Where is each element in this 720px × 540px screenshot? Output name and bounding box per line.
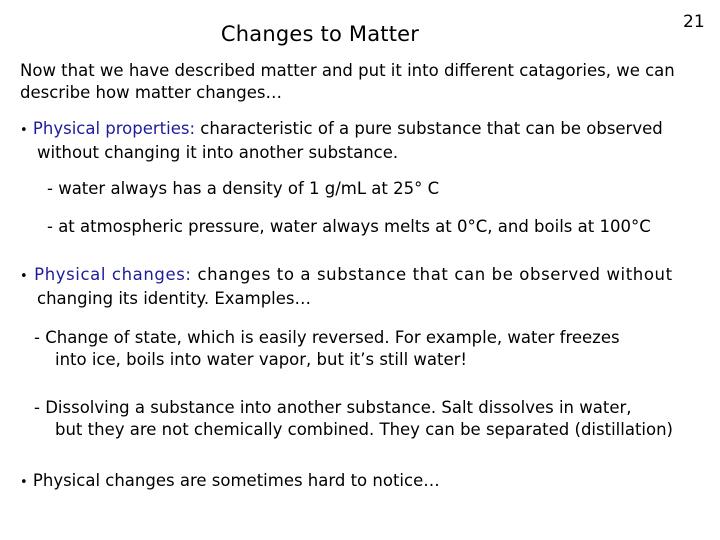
change-example-state-rest: For example, water freezes [389, 328, 620, 347]
bullet-icon: • [20, 269, 29, 284]
closing-text: Physical changes are sometimes hard to notice… [27, 471, 440, 490]
physical-properties-definition: characteristic of a pure substance that can be observed [195, 119, 663, 138]
page-number: 21 [683, 12, 705, 32]
intro-line-2: describe how matter changes… [20, 83, 282, 102]
physical-changes-line-2: changing its identity. Examples… [37, 289, 311, 308]
change-example-dissolving-line-2: but they are not chemically combined. They can be separated (distillation) [55, 420, 673, 439]
physical-changes-bullet [20, 264, 710, 310]
change-example-dissolving-rest: Salt dissolves in water, [436, 398, 632, 417]
change-example-dissolving-lead: Dissolving a substance into another substance. [39, 398, 437, 417]
change-example-state-line-2: into ice, boils into water vapor, but it’s still water! [55, 350, 468, 369]
physical-changes-definition: changes to a substance that can be observed without [191, 265, 673, 284]
bullet-icon: • [20, 123, 28, 138]
property-example-density: - water always has a density of 1 g/mL at 25° C [47, 179, 440, 198]
bullet-icon: • [20, 475, 28, 490]
physical-properties-term: Physical properties: [32, 119, 196, 138]
physical-changes-term: Physical changes: [34, 265, 192, 284]
physical-properties-bullet [20, 118, 710, 164]
change-example-dissolving [34, 397, 704, 441]
closing-bullet [20, 470, 440, 494]
intro-paragraph [20, 60, 710, 104]
change-example-state [34, 327, 704, 371]
dash: - [34, 398, 40, 417]
intro-line-1: Now that we have described matter and put it into different catagories, we can [20, 61, 675, 80]
slide-title: Changes to Matter [220, 22, 420, 46]
dash: - [34, 328, 40, 347]
change-example-state-lead: Change of state, which is easily reversed. [39, 328, 390, 347]
physical-properties-line-2: without changing it into another substance. [37, 143, 399, 162]
property-example-melting-boiling: - at atmospheric pressure, water always melts at 0°C, and boils at 100°C [47, 217, 651, 236]
